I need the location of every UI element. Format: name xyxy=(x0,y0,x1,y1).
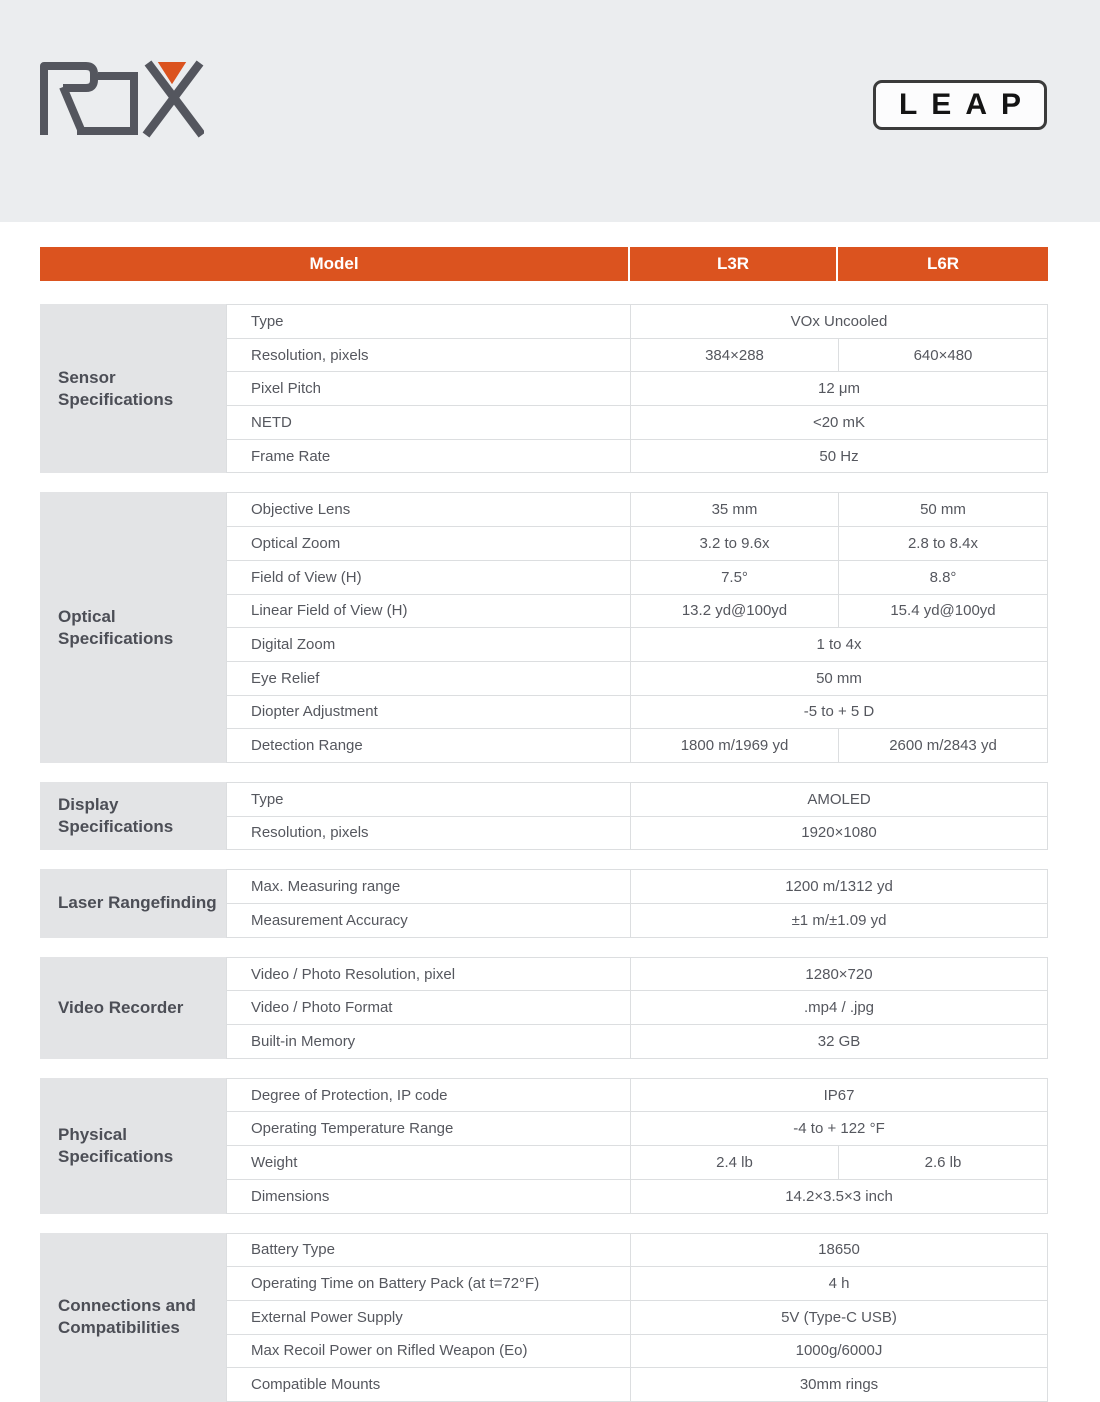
spec-section xyxy=(40,869,1048,937)
section-rows xyxy=(226,304,1048,473)
spec-row xyxy=(227,527,1047,561)
column-header-l3r: L3R xyxy=(716,254,750,273)
spec-attribute: Operating Temperature Range xyxy=(227,1112,631,1145)
spec-attribute: External Power Supply xyxy=(227,1301,631,1334)
spec-value-span: 30mm rings xyxy=(799,1376,879,1394)
spec-value-span: 50 Hz xyxy=(819,447,859,465)
spec-table xyxy=(40,247,1048,1402)
spec-value-span: IP67 xyxy=(823,1086,855,1104)
spec-value-span: .mp4 / .jpg xyxy=(803,999,875,1017)
spec-value-span: 4 h xyxy=(828,1275,850,1293)
spec-value-l6r: 8.8° xyxy=(929,568,957,586)
spec-attribute: Resolution, pixels xyxy=(227,817,631,850)
spec-value-span: 1280×720 xyxy=(805,965,873,983)
spec-attribute: NETD xyxy=(227,406,631,439)
spec-attribute: Video / Photo Resolution, pixel xyxy=(227,958,631,991)
spec-value-span: 1920×1080 xyxy=(801,824,877,842)
spec-section xyxy=(40,304,1048,473)
spec-value-l3r: 13.2 yd@100yd xyxy=(631,595,839,628)
spec-attribute: Diopter Adjustment xyxy=(227,696,631,729)
section-rows xyxy=(226,869,1048,937)
spec-row xyxy=(227,305,1047,339)
spec-row xyxy=(227,783,1047,817)
spec-row xyxy=(227,372,1047,406)
spec-value-l3r: 3.2 to 9.6x xyxy=(631,527,839,560)
spec-section xyxy=(40,1233,1048,1402)
spec-value-l3r: 1800 m/1969 yd xyxy=(631,729,839,762)
spec-section xyxy=(40,492,1048,763)
spec-attribute: Measurement Accuracy xyxy=(227,904,631,937)
spec-value-span: ±1 m/±1.09 yd xyxy=(791,911,887,929)
spec-row xyxy=(227,1180,1047,1213)
spec-value-span: 12 μm xyxy=(818,380,860,398)
spec-value-l6r: 15.4 yd@100yd xyxy=(890,602,996,620)
spec-row xyxy=(227,1079,1047,1113)
spec-attribute: Max Recoil Power on Rifled Weapon (Eo) xyxy=(227,1335,631,1368)
spec-value-span: <20 mK xyxy=(812,413,866,431)
spec-attribute: Type xyxy=(227,305,631,338)
spec-section xyxy=(40,1078,1048,1214)
spec-value-l6r: 2.6 lb xyxy=(924,1153,962,1171)
spec-attribute: Optical Zoom xyxy=(227,527,631,560)
spec-attribute: Pixel Pitch xyxy=(227,372,631,405)
spec-value-span: 18650 xyxy=(818,1241,860,1259)
section-rows xyxy=(226,957,1048,1059)
section-label: Video Recorder xyxy=(40,957,226,1059)
spec-value-l3r: 384×288 xyxy=(631,339,839,372)
spec-value-span: 1200 m/1312 yd xyxy=(785,878,893,896)
spec-row xyxy=(227,1112,1047,1146)
spec-row xyxy=(227,406,1047,440)
spec-row xyxy=(227,1234,1047,1268)
spec-row xyxy=(227,817,1047,850)
spec-value-span: VOx Uncooled xyxy=(790,312,888,330)
spec-attribute: Max. Measuring range xyxy=(227,870,631,903)
spec-section xyxy=(40,782,1048,850)
top-header-band xyxy=(0,0,1100,222)
spec-attribute: Resolution, pixels xyxy=(227,339,631,372)
spec-value-span: AMOLED xyxy=(807,790,871,808)
spec-value-l3r: 7.5° xyxy=(631,561,839,594)
spec-row xyxy=(227,1368,1047,1401)
section-rows xyxy=(226,782,1048,850)
spec-attribute: Weight xyxy=(227,1146,631,1179)
spec-row xyxy=(227,696,1047,730)
spec-value-l3r: 2.4 lb xyxy=(631,1146,839,1179)
spec-row xyxy=(227,1267,1047,1301)
spec-row xyxy=(227,595,1047,629)
spec-value-span: 14.2×3.5×3 inch xyxy=(785,1187,893,1205)
section-label: Display Specifications xyxy=(40,782,226,850)
section-label: Optical Specifications xyxy=(40,492,226,763)
section-label: Physical Specifications xyxy=(40,1078,226,1214)
spec-value-span: -5 to + 5 D xyxy=(803,703,875,721)
rix-logo-icon xyxy=(36,60,204,140)
spec-attribute: Eye Relief xyxy=(227,662,631,695)
spec-value-span: -4 to + 122 °F xyxy=(793,1120,885,1138)
spec-row xyxy=(227,628,1047,662)
column-header-l6r: L6R xyxy=(926,254,960,273)
spec-value-span: 32 GB xyxy=(817,1032,861,1050)
spec-row xyxy=(227,440,1047,473)
spec-row xyxy=(227,1146,1047,1180)
spec-row xyxy=(227,729,1047,762)
spec-row xyxy=(227,958,1047,992)
spec-row xyxy=(227,561,1047,595)
spec-value-l6r: 50 mm xyxy=(920,501,966,519)
spec-value-l6r: 2.8 to 8.4x xyxy=(907,534,979,552)
spec-attribute: Dimensions xyxy=(227,1180,631,1213)
spec-row xyxy=(227,1301,1047,1335)
spec-row xyxy=(227,339,1047,373)
spec-value-l3r: 35 mm xyxy=(631,493,839,526)
spec-row xyxy=(227,493,1047,527)
section-rows xyxy=(226,1078,1048,1214)
model-header-label: Model xyxy=(309,254,359,273)
spec-attribute: Degree of Protection, IP code xyxy=(227,1079,631,1112)
spec-attribute: Field of View (H) xyxy=(227,561,631,594)
section-rows xyxy=(226,492,1048,763)
section-label: Laser Rangefinding xyxy=(40,869,226,937)
spec-sections xyxy=(40,304,1048,1402)
spec-attribute: Linear Field of View (H) xyxy=(227,595,631,628)
spec-attribute: Frame Rate xyxy=(227,440,631,473)
spec-section xyxy=(40,957,1048,1059)
spec-value-span: 50 mm xyxy=(816,669,862,687)
spec-attribute: Detection Range xyxy=(227,729,631,762)
spec-row xyxy=(227,991,1047,1025)
spec-value-span: 1 to 4x xyxy=(816,636,862,654)
spec-attribute: Digital Zoom xyxy=(227,628,631,661)
spec-row xyxy=(227,904,1047,937)
spec-row xyxy=(227,1335,1047,1369)
spec-value-span: 1000g/6000J xyxy=(795,1342,883,1360)
leap-badge: LEAP xyxy=(873,80,1047,130)
spec-value-l6r: 2600 m/2843 yd xyxy=(889,737,997,755)
section-label: Sensor Specifications xyxy=(40,304,226,473)
spec-row xyxy=(227,1025,1047,1058)
spec-value-l6r: 640×480 xyxy=(913,346,973,364)
spec-attribute: Battery Type xyxy=(227,1234,631,1267)
spec-attribute: Type xyxy=(227,783,631,816)
section-label: Connections and Compatibilities xyxy=(40,1233,226,1402)
section-rows xyxy=(226,1233,1048,1402)
spec-attribute: Video / Photo Format xyxy=(227,991,631,1024)
spec-attribute: Objective Lens xyxy=(227,493,631,526)
spec-attribute: Operating Time on Battery Pack (at t=72°F) xyxy=(227,1267,631,1300)
spec-attribute: Compatible Mounts xyxy=(227,1368,631,1401)
model-header-row xyxy=(40,247,1048,281)
spec-value-span: 5V (Type-C USB) xyxy=(781,1308,897,1326)
spec-row xyxy=(227,662,1047,696)
spec-row xyxy=(227,870,1047,904)
spec-attribute: Built-in Memory xyxy=(227,1025,631,1058)
